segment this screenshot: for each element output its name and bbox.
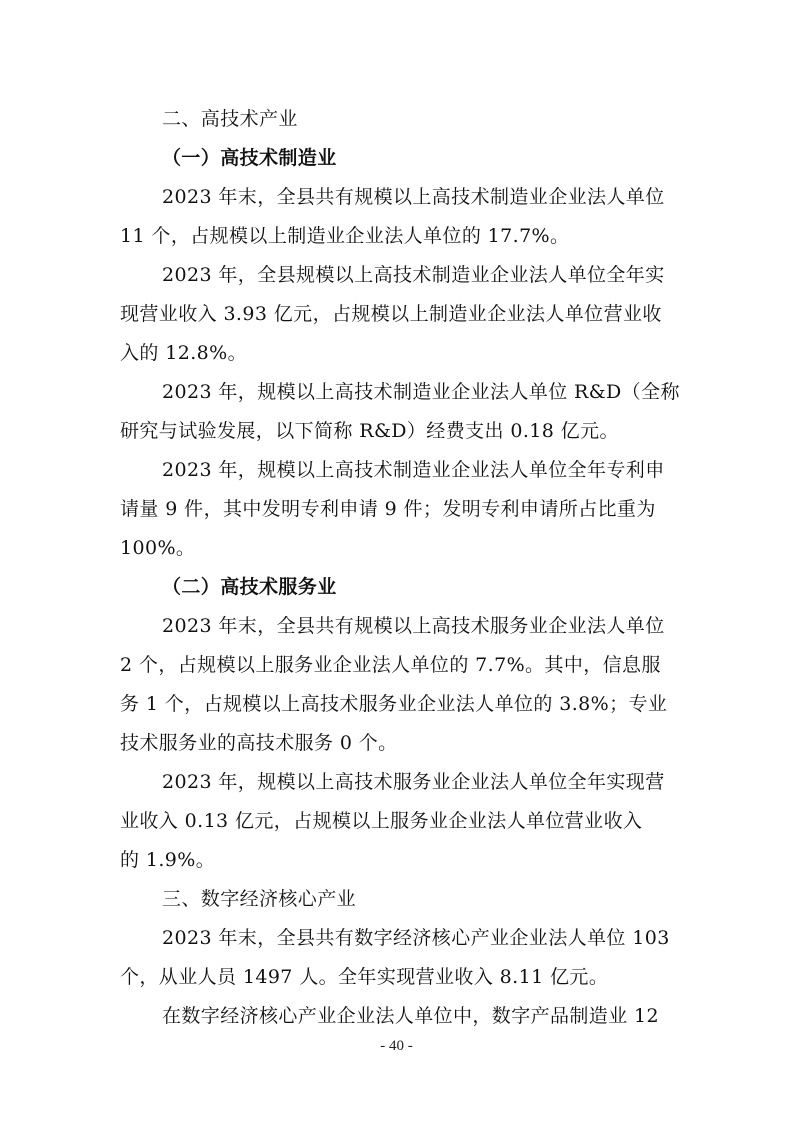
paragraph-line: 2023 年，规模以上高技术制造业企业法人单位全年专利申 [162, 459, 665, 481]
paragraph-line: 技术服务业的高技术服务 0 个。 [120, 732, 398, 754]
paragraph-line: 入的 12.8%。 [120, 342, 247, 364]
page-number: - 40 - [380, 1038, 413, 1054]
paragraph-line: 研究与试验发展，以下简称 R&D）经费支出 0.18 亿元。 [120, 420, 619, 442]
paragraph-line: 个，从业人员 1497 人。全年实现营业收入 8.11 亿元。 [120, 966, 609, 988]
section-heading-high-tech: 二、高技术产业 [162, 108, 298, 130]
paragraph-manufacturing-units [120, 178, 675, 256]
paragraph-services-revenue [120, 763, 675, 880]
paragraph-manufacturing-rd [120, 373, 680, 451]
paragraph-line: 2023 年，规模以上高技术制造业企业法人单位 R&D（全称 [162, 381, 680, 403]
paragraph-line: 的 1.9%。 [120, 849, 216, 871]
paragraph-line: 2023 年末，全县共有规模以上高技术服务业企业法人单位 [162, 615, 665, 637]
paragraph-line: 2023 年末，全县共有规模以上高技术制造业企业法人单位 [162, 186, 665, 208]
paragraph-line: 务 1 个，占规模以上高技术服务业企业法人单位的 3.8%；专业 [120, 693, 668, 715]
paragraph-line: 11 个，占规模以上制造业企业法人单位的 17.7%。 [120, 225, 570, 247]
subsection-heading-manufacturing: （一）高技术制造业 [162, 147, 337, 169]
paragraph-digital-units [120, 919, 675, 997]
paragraph-manufacturing-patents [120, 451, 675, 568]
paragraph-line: 业收入 0.13 亿元，占规模以上服务业企业法人单位营业收入 [120, 810, 643, 832]
section-heading-digital-economy: 三、数字经济核心产业 [162, 888, 357, 910]
paragraph-manufacturing-revenue [120, 256, 675, 373]
page-content [120, 100, 680, 1036]
paragraph-line: 2 个，占规模以上服务业企业法人单位的 7.7%。其中，信息服 [120, 654, 661, 676]
paragraph-line: 请量 9 件，其中发明专利申请 9 件；发明专利申请所占比重为 [120, 498, 656, 520]
paragraph-line: 2023 年，规模以上高技术服务业企业法人单位全年实现营 [162, 771, 665, 793]
paragraph-line: 在数字经济核心产业企业法人单位中，数字产品制造业 12 [162, 1005, 660, 1027]
paragraph-line: 现营业收入 3.93 亿元，占规模以上制造业企业法人单位营业收 [120, 303, 662, 325]
paragraph-digital-breakdown [120, 997, 675, 1036]
paragraph-line: 2023 年末，全县共有数字经济核心产业企业法人单位 103 [162, 927, 670, 949]
paragraph-line: 2023 年，全县规模以上高技术制造业企业法人单位全年实 [162, 264, 665, 286]
paragraph-services-units [120, 607, 675, 763]
subsection-heading-services: （二）高技术服务业 [162, 576, 337, 598]
paragraph-line: 100%。 [120, 537, 196, 559]
